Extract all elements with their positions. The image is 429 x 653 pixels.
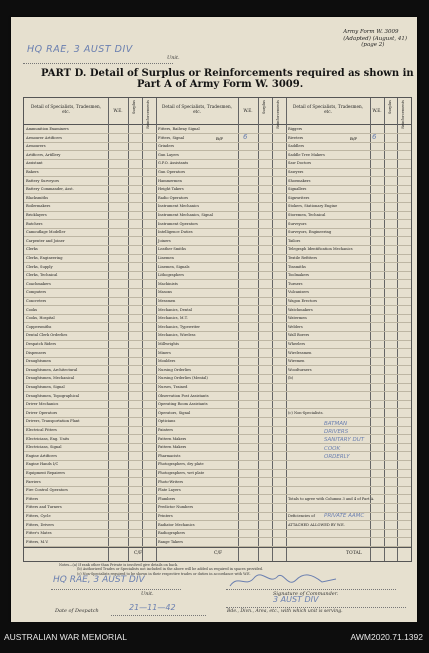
row-label: Bricklayers [26,213,47,217]
header-surplus-2: Surplus [262,100,266,115]
unit-handwritten: HQ RAE, 3 AUST DIV [27,44,133,55]
row-label: Opticians [158,419,176,424]
row-label: Linemen [158,256,174,260]
row-label: Carpenter and Joiner [26,238,65,243]
row-label: Saddlers [288,144,305,149]
row-label: Instrument Mechanics, Signal [158,213,213,217]
row-label: Welders [288,324,303,329]
row-label: Armourers [26,144,46,149]
row-label: Boilermakers [26,204,51,209]
title-line1: PART D. Detail of Surplus or Reinforcements required as shown in [41,68,414,79]
row-label: Signwriters [288,195,310,200]
row-label: Vulcanisers [288,290,309,295]
row-label: G.P.O. Assistants [158,161,189,166]
row-label: Electrical Fitters [26,428,57,432]
row-label: Signallers [288,187,307,192]
date-handwritten: 21—11—42 [129,603,176,612]
row-label: Grinders [158,144,175,149]
row-label: Ammunition Examiners [26,127,69,131]
row-label: Operating Room Assistants [158,402,208,407]
row-label: Clerks, Engineering [26,256,63,260]
row-label: Observation Post Assistants [158,393,209,398]
row-label: Toolmakers [288,273,310,278]
header-reinf-2: Reinforcements [276,100,280,129]
row-label: Instrument Mechanics [158,204,200,209]
row-label: Watchmakers [288,307,313,312]
row-label: Pharmacists [158,453,181,458]
row-label: Fitters, Railway Signal [158,127,200,131]
row-label: Dispensers [26,350,47,355]
row-label: Riggers [288,127,303,131]
handwritten-nonspecialists [324,420,364,461]
row-label: Plate Layers [158,488,181,493]
row-label: Blacksmiths [26,195,49,200]
row-label: Fitters, M.V. [26,539,49,544]
row-label: ATTACHED ALLOWED BY W.E. [288,522,345,527]
row-label: Pattern Makers [158,436,187,441]
row-label: Range Takers [158,539,183,544]
hw-nonspec-1: DRIVERS [324,429,349,436]
row-label: Riveters [288,135,304,140]
header-we-2: W.E. [243,108,253,113]
header-reinf-1: Reinforcements [146,100,150,129]
table-footer [24,547,411,561]
row-label: Miners [158,350,171,355]
row-label: Assistant [26,161,43,166]
row-label: Nursing Orderlies [158,367,192,372]
row-label: Moulders [158,359,176,364]
row-label: Driver Mechanics [26,402,59,407]
row-label: Tailors [288,238,301,243]
row-label: Intelligence Duties [158,230,193,235]
row-label: Wall Borers [288,333,310,338]
row-label: Fitters [26,496,39,501]
row-label: Printers [158,514,173,518]
row-label: Artificers, Artillery [26,152,61,157]
row-label: Instrument Operators [158,221,198,226]
row-label: Gun Layers [158,152,179,157]
row-label: Driver Operators [26,410,58,415]
row-label: Hammermen [158,178,182,183]
row-label: Storemen, Technical [288,213,326,217]
row-label: Plumbers [158,496,176,501]
row-label: Draughtsmen [26,359,51,364]
row-label: (b) [288,376,294,381]
row-label: Electricians, Signal [26,445,62,450]
row-label: Photographers, dry plate [158,462,204,467]
row-label: Photographers, wet plate [158,471,205,475]
row-label: Leather Smiths [158,247,187,252]
cf-label-1: C/F [134,551,143,556]
row-label: Lithographers [158,273,184,278]
row-label: Gun Operators [158,170,186,174]
total-label: TOTAL [346,551,362,556]
row-label: Clerks [26,247,38,252]
footer-institution: AUSTRALIAN WAR MEMORIAL [4,632,127,642]
row-label: Wirelessmen [288,350,312,355]
commander-sign-line [226,588,396,590]
footer-accession-number: AWM2020.71.1392 [350,632,423,642]
row-label: Clerks, Supply [26,264,53,269]
row-label: Stokers, Stationary Engine [288,204,338,209]
sign-unit-handwritten: HQ RAE, 3 AUST DIV [53,575,145,585]
sign-unit-label: Unit. [141,591,154,597]
row-label: Nursing Orderlies (Mental) [158,376,208,381]
row-label: Predictor Numbers [158,505,194,510]
table-row [24,538,156,547]
row-label: Surveyors [288,221,307,226]
row-label: Photo-Writers [158,479,184,484]
row-label: Mechanics, Wireless [158,333,196,338]
note-2: (b) Authorized Trades or Specialists not included in the above will be added as required in spaces provided. [77,567,263,572]
row-label: Farriers [26,479,41,484]
row-label: Telegraph Identification Mechanics [288,247,353,252]
row-label: Nurses, Trained [158,385,188,389]
handwritten-attached: PRIVATE AAMC [324,513,365,519]
row-label: Mechanics, Dental [158,307,192,312]
form-page [11,17,417,622]
note-3: (c) Non-Specialists required to be shown in their respective trades or duties in accordance with W.E. [77,571,251,576]
row-label: Battery Commander, Asst. [26,187,74,192]
row-label: Fire Control Operators [26,488,68,493]
row-label: Totals to agree with Columns 3 and 4 of Part A. [288,496,375,501]
row-label: Watermen [288,316,307,321]
row-label: Operators, Signal [158,410,191,415]
table-row [286,538,411,547]
commander-signature-label: Signature of Commander. [273,591,339,597]
row-label: Mechanics, Typewriter [158,324,200,329]
row-label: Mechanics, M.T. [158,316,188,321]
row-label: Radiographers [158,531,186,536]
row-label: Messmen [158,299,176,303]
row-label: Sawyers [288,170,304,174]
hw-nonspec-2: SANITARY DUT [324,437,365,444]
unit-label: Unit. [167,55,180,61]
detail-table [23,97,412,562]
row-label: Fitter's Mates [26,531,52,536]
row-label: Fitters, Cycle [26,514,51,518]
unit-sign-line [51,588,181,590]
row-label: Coppersmiths [26,324,52,329]
hw-nonspec-3: COOK [324,445,341,452]
row-label: Fitters and Turners [26,505,62,510]
row-label: Saw Doctors [288,161,312,166]
bde-label: Bde., Divn., Area, etc., with which unit is serving. [227,609,343,614]
note-1: Notes—(a) If rank other than Private is involved give details on back. [59,563,179,567]
row-label: Butchers [26,221,43,226]
date-label: Date of Despatch [55,608,99,614]
row-label: Textile Refitters [288,256,318,260]
header-spec-3: Detail of Specialists, Tradesmen, etc. [292,104,364,114]
row-label: Fitters, Signal [158,135,185,140]
header-we-1: W.E. [113,108,123,113]
row-label: (c) Non-Specialists. [288,410,324,415]
header-reinf-3: Reinforcements [401,100,405,129]
bde-handwritten: 3 AUST DIV [273,595,319,604]
row-label: Armourer Artificers [26,135,62,140]
row-label: Draughtsmen, Architectural [26,367,78,372]
hw-nonspec-0: BATMAN [324,421,348,427]
row-label: Wheelers [288,342,306,346]
row-label: Wiremen [288,359,305,364]
bf-label-2: B/F [216,136,224,141]
row-label: Coachmakers [26,281,51,286]
row-label: Dental Clerk Orderlies [26,333,68,338]
form-ref-line3: (page 2) [361,42,385,48]
row-label: Drivers, Transportation Plant [26,419,80,424]
form-ref-line2: (Adapted) (August, 41) [343,35,407,42]
header-surplus-1: Surplus [132,100,136,115]
title-line2: Part A of Army Form W. 3009. [137,79,304,90]
form-reference [343,29,407,49]
bf-value-2: 6 [243,133,248,141]
row-label: Bakers [26,170,39,174]
row-label: Joiners [158,238,171,243]
row-label: Millwrights [158,342,179,346]
header-spec-1: Detail of Specialists, Tradesmen, etc. [30,104,102,114]
row-label: Woodturners [288,367,312,372]
row-label: Draughtsmen, Topographical [26,393,80,398]
row-label: Fitters, Drivers [26,522,54,527]
row-label: Engine Hands I/C [26,462,59,467]
form-title [41,68,414,90]
row-label: Saddle Tree Makers [288,152,325,157]
row-label: Pattern Makers [158,445,187,450]
row-label: Surveyors, Engineering [288,230,332,235]
bf-value-3: 6 [372,133,377,141]
row-label: Radio Operators [158,195,189,200]
row-label: Turners [288,281,303,286]
row-label: Electricians, Eng. Units [26,436,70,441]
row-label: Battery Surveyors [26,178,60,183]
row-label: Draughtsmen, Mechanical [26,376,75,381]
row-label: Concreters [26,299,47,303]
row-label: Draughtsmen, Signal [26,385,65,389]
row-label: Radiator Mechanics [158,522,195,527]
row-label: Masons [158,290,172,295]
hw-nonspec-4: ORDERLY [324,453,350,460]
header-surplus-3: Surplus [388,100,392,115]
row-label: Despatch Riders [26,342,57,346]
header-spec-2: Detail of Specialists, Tradesmen, etc. [161,104,233,114]
header-we-3: W.E. [372,108,382,113]
row-label: Height Takers [158,187,184,192]
bde-line [226,606,406,608]
row-label: Shoemakers [288,178,311,183]
form-ref-line1: Army Form W. 3009 [343,29,399,35]
date-line [111,614,206,616]
cf-label-2: C/F [214,551,223,556]
row-label: Painters [158,428,173,432]
row-label: Tinsmiths [288,264,306,269]
row-label: Cooks [26,307,38,312]
row-label: Equipment Repairers [26,471,65,475]
footer-bar [0,622,429,653]
row-label: Machinists [158,281,178,286]
row-label: Deficiencies of [288,514,315,518]
row-label: Cooks, Hospital [26,316,55,321]
row-label: Engine Artificers [26,453,57,458]
row-label: Camouflage Modeller [26,230,66,235]
row-label: Linemen, Signals [158,264,190,269]
row-label: Clerks, Technical [26,273,58,278]
row-label: Wagon Erectors [288,299,318,303]
bf-label-3: B/F [350,136,358,141]
row-label: Computers [26,290,47,295]
